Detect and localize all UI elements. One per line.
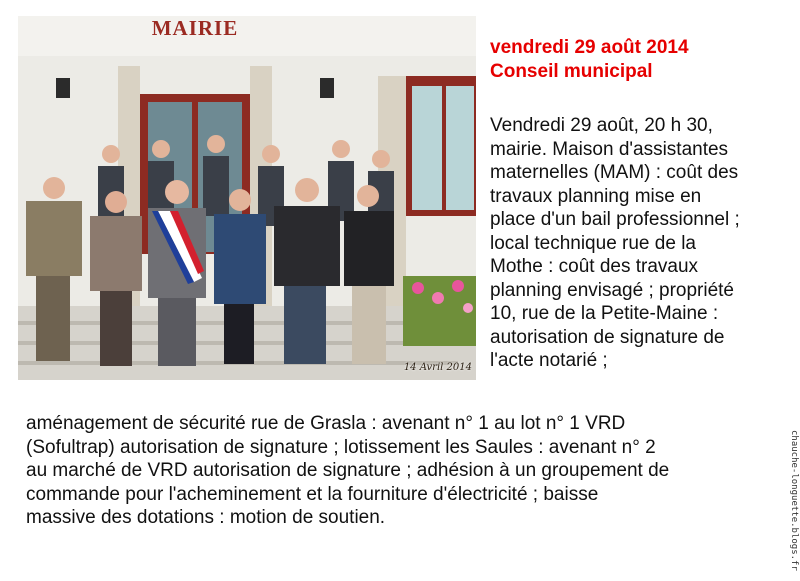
text-line: commande pour l'acheminement et la fourniture d'électricité ; baisse (26, 483, 599, 505)
group-photo-illustration (18, 16, 476, 380)
text-line: local technique rue de la (490, 232, 696, 254)
text-line: planning envisagé ; propriété (490, 279, 735, 301)
mairie-sign: MAIRIE (151, 16, 239, 40)
text-line: (Sofultrap) autorisation de signature ; lotissement les Saules : avenant n° 2 (26, 436, 656, 458)
photo-date-stamp: 14 Avril 2014 (403, 362, 472, 373)
text-line: au marché de VRD autorisation de signature ; adhésion à un groupement de (26, 460, 670, 481)
article-header (490, 36, 790, 84)
blog-credit: chauche-longuette.blogs.fr (789, 430, 799, 571)
text-line: aménagement de sécurité rue de Grasla : avenant n° 1 au lot n° 1 VRD (26, 413, 626, 434)
text-line: l'acte notarié ; (490, 350, 608, 371)
text-line: mairie. Maison d'assistantes (490, 138, 729, 160)
text-line: 10, rue de la Petite-Maine : (490, 303, 719, 324)
text-line: Vendredi 29 août, 20 h 30, (490, 115, 713, 136)
text-line: massive des dotations : motion de soutien. (26, 507, 386, 528)
article-title: Conseil municipal (490, 61, 653, 82)
text-line: travaux planning mise en (490, 185, 702, 207)
article-body (26, 412, 786, 530)
text-line: maternelles (MAM) : coût des (490, 162, 739, 183)
text-line: autorisation de signature de (490, 326, 725, 348)
council-group-photo (18, 16, 476, 380)
text-line: place d'un bail professionnel ; (490, 209, 740, 230)
text-line: Mothe : coût des travaux (490, 256, 699, 277)
article-intro (490, 114, 790, 373)
article-date: vendredi 29 août 2014 (490, 37, 689, 58)
